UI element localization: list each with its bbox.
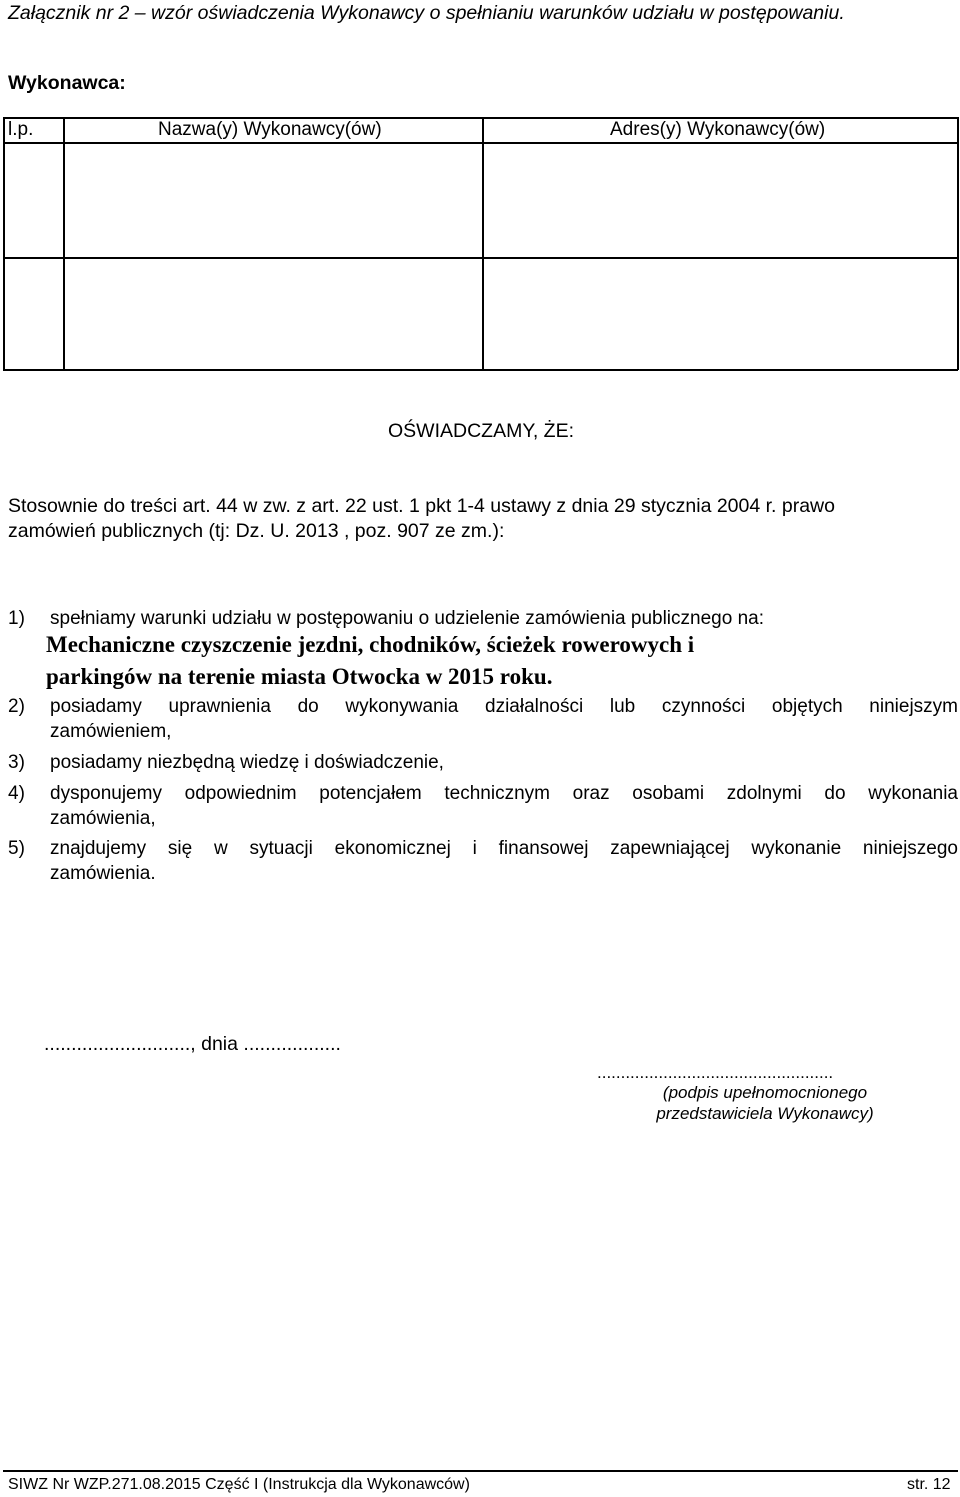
list-item-text: zamówienia, [50,808,156,829]
signature-caption [600,1082,930,1124]
signature-caption-line: (podpis upełnomocnionego [662,1083,868,1102]
declaration-heading: OŚWIADCZAMY, ŻE: [388,420,574,442]
footer-divider [3,1470,958,1472]
list-item-text: zamówienia. [50,863,156,884]
list-item-number: 1) [8,608,25,629]
list-item-text: znajdujemy się w sytuacji ekonomicznej i finansowej zapewniającej wykonanie niniejszego [50,838,958,859]
table-rule [957,117,959,370]
intro-text: Stosownie do treści art. 44 w zw. z art. 22 ust. 1 pkt 1-4 ustawy z dnia 29 stycznia 2004 r. prawo [8,495,835,517]
list-item-text: posiadamy uprawnienia do wykonywania działalności lub czynności objętych niniejszym [50,696,958,717]
column-header-name: Nazwa(y) Wykonawcy(ów) [158,119,382,140]
signature-caption-line: przedstawiciela Wykonawcy) [656,1104,874,1123]
place-date-line: ..........................., dnia .................. [44,1033,341,1055]
list-item-text: dysponujemy odpowiednim potencjałem technicznym oraz osobami zdolnymi do wykonania [50,783,958,804]
contractor-label: Wykonawca: [8,72,126,94]
contractor-table [3,117,958,370]
signature-line: .................................................. [597,1063,834,1082]
column-header-address: Adres(y) Wykonawcy(ów) [610,119,826,140]
table-rule [63,117,65,370]
page-number: str. 12 [907,1476,951,1493]
list-item-text: posiadamy niezbędną wiedzę i doświadczenie, [50,752,444,773]
table-rule [3,257,958,259]
table-rule [3,369,958,371]
table-rule [3,142,958,144]
table-rule [3,117,5,370]
intro-text: zamówień publicznych (tj: Dz. U. 2013 , poz. 907 ze zm.): [8,520,505,542]
footer-document-ref: SIWZ Nr WZP.271.08.2015 Część I (Instrukcja dla Wykonawców) [8,1476,470,1493]
list-item-number: 4) [8,783,25,804]
table-rule [482,117,484,370]
attachment-title: Załącznik nr 2 – wzór oświadczenia Wykonawcy o spełnianiu warunków udziału w postępowaniu. [8,2,845,24]
list-item-text: spełniamy warunki udziału w postępowaniu o udzielenie zamówienia publicznego na: [50,608,764,629]
contract-subject: parkingów na terenie miasta Otwocka w 2015 roku. [46,664,553,689]
column-header-lp: l.p. [8,119,34,140]
list-item-number: 2) [8,696,25,717]
contract-subject: Mechaniczne czyszczenie jezdni, chodników, ścieżek rowerowych i [46,632,695,657]
list-item-text: zamówieniem, [50,721,172,742]
list-item-number: 5) [8,838,25,859]
list-item-number: 3) [8,752,25,773]
